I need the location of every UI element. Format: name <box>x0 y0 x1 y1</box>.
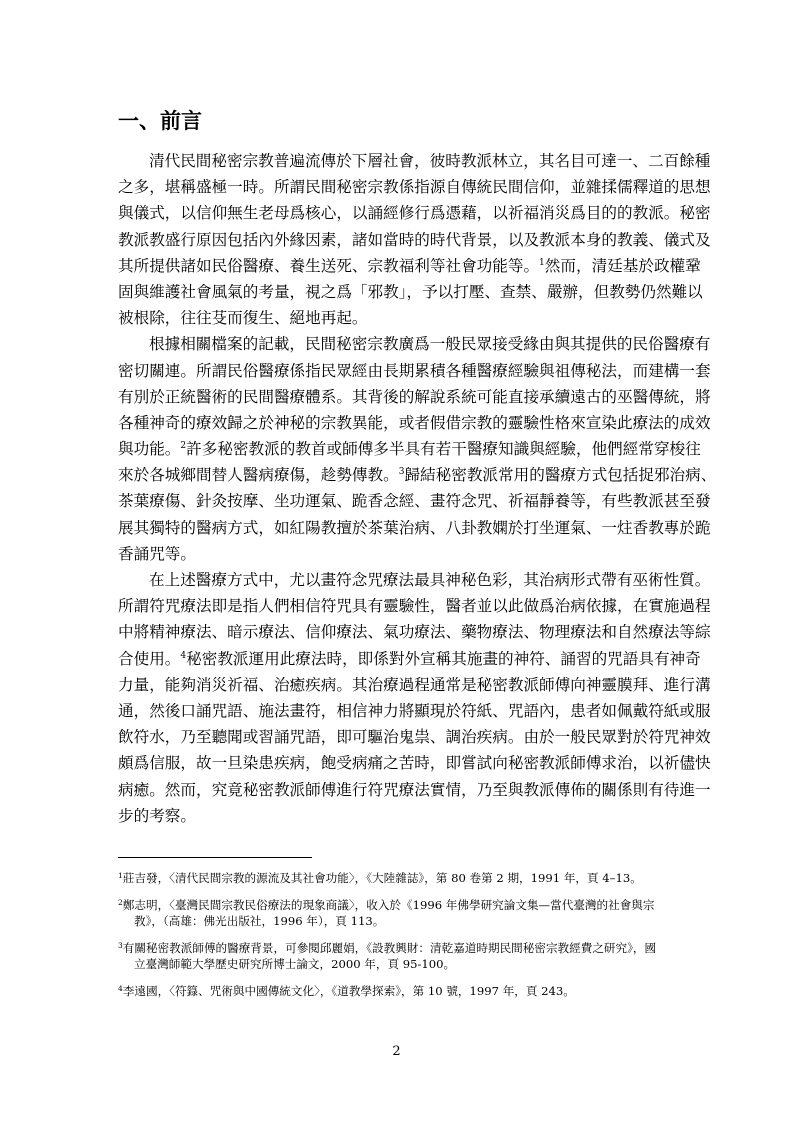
paragraph-1 <box>118 148 711 331</box>
footnote-number: 3 <box>118 941 123 950</box>
footnote-number: 4 <box>118 984 123 993</box>
text-line: 密切關連。所謂民俗醫療係指民眾經由長期累積各種醫療經驗與祖傳秘法，而建構一套 <box>118 361 711 380</box>
text-line: 在上述醫療方式中，尤以畫符念咒療法最具神秘色彩，其治病形式帶有巫術性質。 <box>149 571 711 589</box>
text-line: 展其獨特的醫病方式，如紅陽教擅於茶葉治病、八卦教嫻於打坐運氣、一炷香教專於跪 <box>118 518 711 537</box>
footnotes <box>118 870 683 1010</box>
footnote-line: 教》，（高雄：佛光出版社，1996 年），頁 113。 <box>134 914 385 928</box>
footnote-separator <box>118 857 312 858</box>
text-line <box>118 253 701 279</box>
text-line: 與儀式，以信仰無生老母爲核心，以誦經修行爲憑藉，以祈福消災爲目的的教派。秘密 <box>118 204 711 223</box>
text-line: 香誦咒等。 <box>118 544 196 563</box>
text-line: 被根除，往往芟而復生、絕地再起。 <box>118 309 368 328</box>
footnote-text: 有關秘密教派師傅的醫療背景，可參閱邱麗娟，《設教興財：清乾嘉道時期民間秘密宗教經費之研究》，國 <box>122 941 657 955</box>
text-line: 病癒。然而，究竟秘密教派師傅進行符咒療法實情，乃至與教派傳佈的關係則有待進一 <box>118 780 711 799</box>
text-line: 固與維護社會風氣的考量，視之爲「邪教」，予以打壓、查禁、嚴辦，但教勢仍然難以 <box>118 282 703 301</box>
footnote-4 <box>118 983 683 999</box>
text-line: 頗爲信服，故一旦染患疾病，飽受病痛之苦時，即嘗試向秘密教派師傅求治，以祈儘快 <box>118 754 711 773</box>
footnote-text: 莊吉發，〈清代民間宗教的源流及其社會功能〉，《大陸雜誌》，第 80 卷第 2 期，1991 年，頁 4–13。 <box>122 871 642 885</box>
text-segment: 與功能。 <box>118 440 181 459</box>
text-segment: 其所提供諸如民俗醫療、養生送死、宗教福利等社會功能等。 <box>118 256 540 275</box>
text-line: 有別於正統醫術的民間醫療體系。其背後的解說系統可能直接承續遠古的巫醫傳統，將 <box>118 387 711 406</box>
page-number: 2 <box>392 1044 401 1059</box>
footnote-ref-2[interactable]: 2 <box>180 441 187 452</box>
footnote-number: 2 <box>118 898 123 907</box>
footnote-1 <box>118 870 683 886</box>
text-segment: 然而，清廷基於政權鞏 <box>544 256 701 275</box>
footnote-line <box>118 897 683 913</box>
text-line: 清代民間秘密宗教普遍流傳於下層社會，彼時教派林立，其名目可達一、二百餘種 <box>149 152 711 170</box>
text-segment: 來於各城鄉間替人醫病療傷，趁勢傳教。 <box>118 466 399 485</box>
text-segment: 歸結秘密教派常用的醫療方式包括捉邪治病、 <box>404 466 717 485</box>
paragraph-3 <box>118 567 711 829</box>
text-line: 中將精神療法、暗示療法、信仰療法、氣功療法、藥物療法、物理療法和自然療法等綜 <box>118 623 711 642</box>
footnote-3 <box>118 940 683 972</box>
text-line: 各種神奇的療效歸之於神秘的宗教異能，或者假借宗教的靈驗性格來宣染此療法的成效 <box>118 413 711 432</box>
text-segment: 許多秘密教派的教首或師傅多半具有若干醫療知識與經驗，他們經常穿梭往 <box>186 440 701 459</box>
footnote-ref-1[interactable]: 1 <box>539 257 545 268</box>
footnote-ref-3[interactable]: 3 <box>398 467 405 478</box>
footnote-2 <box>118 897 683 929</box>
text-line: 之多，堪稱盛極一時。所謂民間秘密宗教係指源自傳統民間信仰，並雜揉儒釋道的思想 <box>118 178 711 197</box>
footnote-line <box>118 940 683 956</box>
footnote-ref-4[interactable]: 4 <box>180 650 187 661</box>
text-line <box>118 462 717 488</box>
text-line: 步的考察。 <box>118 806 196 825</box>
footnote-line <box>118 870 683 886</box>
footnote-line <box>118 983 683 999</box>
section-heading: 一、前言 <box>118 109 202 133</box>
footnote-text: 鄭志明，〈臺灣民間宗教民俗療法的現象商議〉，收入於《1996 年佛學研究論文集—當代臺灣的社會與宗 <box>122 898 655 912</box>
footnote-number: 1 <box>118 871 123 880</box>
text-line: 根據相關檔案的記載，民間秘密宗教廣爲一般民眾接受緣由與其提供的民俗醫療有 <box>149 335 711 354</box>
body-text <box>118 148 717 829</box>
text-line: 飲符水，乃至聽聞或習誦咒語，即可驅治鬼祟、調治疾病。由於一般民眾對於符咒神效 <box>118 728 711 747</box>
text-segment: 秘密教派運用此療法時，即係對外宣稱其施畫的神符、誦習的咒語具有神奇 <box>186 649 701 668</box>
text-line: 茶葉療傷、針灸按摩、坐功運氣、跪香念經、畫符念咒、祈福靜養等，有些教派甚至發 <box>118 492 711 511</box>
text-line <box>118 436 701 462</box>
footnote-line: 立臺灣師範大學歷史研究所博士論文，2000 年，頁 95-100。 <box>134 957 456 971</box>
text-line <box>118 646 701 672</box>
text-line: 教派教盛行原因包括內外緣因素，諸如當時的時代背景，以及教派本身的教義、儀式及 <box>118 230 711 249</box>
paragraph-2 <box>118 331 717 567</box>
footnote-text: 李遠國，〈符籙、咒術與中國傳統文化〉，《道教學探索》，第 10 號，1997 年，頁 243。 <box>122 984 575 998</box>
text-segment: 合使用。 <box>118 649 181 668</box>
text-line: 所謂符咒療法即是指人們相信符咒具有靈驗性，醫者並以此做爲治病依據，在實施過程 <box>118 597 711 616</box>
text-line: 力量，能夠消災祈福、治癒疾病。其治療過程通常是秘密教派師傅向神靈膜拜、進行溝 <box>118 675 711 694</box>
text-line: 通，然後口誦咒語、施法畫符，相信神力將顯現於符紙、咒語內，患者如佩戴符紙或服 <box>118 701 711 720</box>
